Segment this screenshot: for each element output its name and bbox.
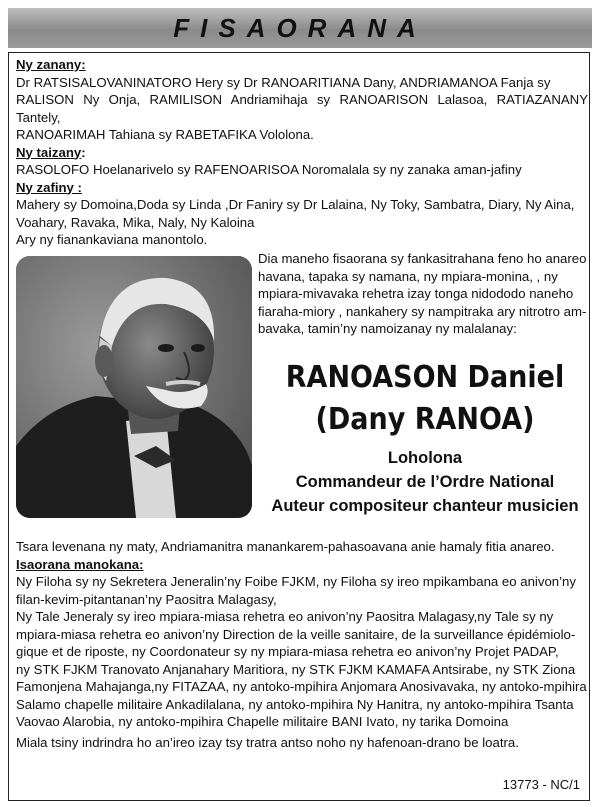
farewell-line: Tsara levenana ny maty, Andriamanitra manankarem-pahasoavana anie hamaly fitia anareo. bbox=[16, 539, 555, 554]
children-line: RALISON Ny Onja, RAMILISON Andriamihaja sy RANOARISON Lalasoa, RATIAZANANY Tantely, bbox=[16, 92, 588, 125]
closing-line: Miala tsiny indrindra ho an’ireo izay tsy tratra antso noho ny hafenoan-drano be loatra. bbox=[16, 734, 519, 750]
special-line: gique et de riposte, ny Coordonateur sy ny mpiara-miasa rehetra eo anivon’ny Projet PADAP, bbox=[16, 644, 559, 659]
special-line: filan-kevim-pitantanan’ny Paositra Malagasy, bbox=[16, 591, 277, 607]
grandchildren-line: Voahary, Ravaka, Mika, Naly, Ny Kaloina bbox=[16, 214, 255, 230]
intro-line: havana, tapaka sy namana, ny mpiara-monina, , ny bbox=[258, 268, 558, 284]
special-line: Vaovao Alarobia, ny antoko-mpihira Chapelle militaire BANI Ivato, ny tarika Domoina bbox=[16, 714, 509, 729]
intro-line: Dia maneho fisaorana sy fankasitrahana feno ho anareo bbox=[258, 251, 587, 266]
children-line: Dr RATSISALOVANINATORO Hery sy Dr RANOARITIANA Dany, ANDRIAMANOA Fanja sy bbox=[16, 74, 551, 90]
deceased-title: Loholona bbox=[387, 449, 463, 467]
grandchildren-line: Ary ny fianankaviana manontolo. bbox=[16, 232, 208, 247]
family-section bbox=[16, 56, 588, 249]
deceased-title: Auteur compositeur chanteur musicien bbox=[271, 497, 579, 515]
header-banner bbox=[8, 8, 592, 48]
deceased-title: Commandeur de l’Ordre National bbox=[295, 473, 555, 491]
special-line: Salamo chapelle militaire Ankadilalana, ny antoko-mpihira Ny Hanitra, ny antoko-mpihira Tsanta bbox=[16, 696, 574, 712]
portrait-photo bbox=[16, 256, 252, 518]
thanks-section bbox=[16, 538, 588, 751]
intro-line: mpiara-mivavaka rehetra izay tonga nidododo naneho bbox=[258, 286, 574, 301]
portrait-illustration bbox=[16, 256, 252, 518]
deceased-alias: (Dany RANOA) bbox=[315, 402, 535, 437]
children-heading: Ny zanany: bbox=[16, 57, 86, 72]
reference-number: 13773 - NC/1 bbox=[502, 777, 580, 792]
nephews-line: RASOLOFO Hoelanarivelo sy RAFENOARISOA Noromalala sy ny zanaka aman-jafiny bbox=[16, 162, 522, 177]
special-line: ny STK FJKM Tranovato Anjanahary Maritiora, ny STK FJKM KAMAFA Antsirabe, ny STK Ziona bbox=[16, 661, 576, 677]
nephews-colon: : bbox=[81, 144, 86, 160]
grandchildren-line: Mahery sy Domoina,Doda sy Linda ,Dr Faniry sy Dr Lalaina, Ny Toky, Sambatra, Diary, Ny Aina, bbox=[16, 197, 575, 212]
special-line: mpiara-miasa rehetra eo anivon’ny Direction de la veille sanitaire, de la surveillance épidémiolo- bbox=[16, 626, 576, 642]
nephews-heading: Ny taizany bbox=[16, 144, 82, 160]
special-line: Ny Tale Jeneraly sy ireo mpiara-miasa rehetra eo anivon’ny Paositra Malagasy,ny Tale sy ny bbox=[16, 609, 554, 624]
special-heading: Isaorana manokana: bbox=[16, 556, 144, 572]
special-line: Ny Filoha sy ny Sekretera Jeneralin’ny Foibe FJKM, ny Filoha sy ireo mpikambana eo anivon’ny bbox=[16, 574, 576, 589]
special-line: Famonjena Mahajanga,ny FITAZAA, ny antoko-mpihira Anjomara Anosivavaka, ny antoko-mpihira bbox=[16, 679, 587, 694]
grandchildren-heading: Ny zafiny : bbox=[16, 179, 82, 195]
intro-line: fiaraha-miory , nankahery sy nampitraka ary nitrotro am- bbox=[258, 303, 587, 319]
intro-line: bavaka, tamin’ny namoizanay ny malalanay: bbox=[258, 321, 517, 336]
header-title: FISAORANA bbox=[173, 12, 427, 43]
children-line: RANOARIMAH Tahiana sy RABETAFIKA Vololona. bbox=[16, 127, 314, 142]
deceased-name: RANOASON Daniel bbox=[285, 360, 565, 395]
intro-paragraph bbox=[258, 250, 588, 338]
